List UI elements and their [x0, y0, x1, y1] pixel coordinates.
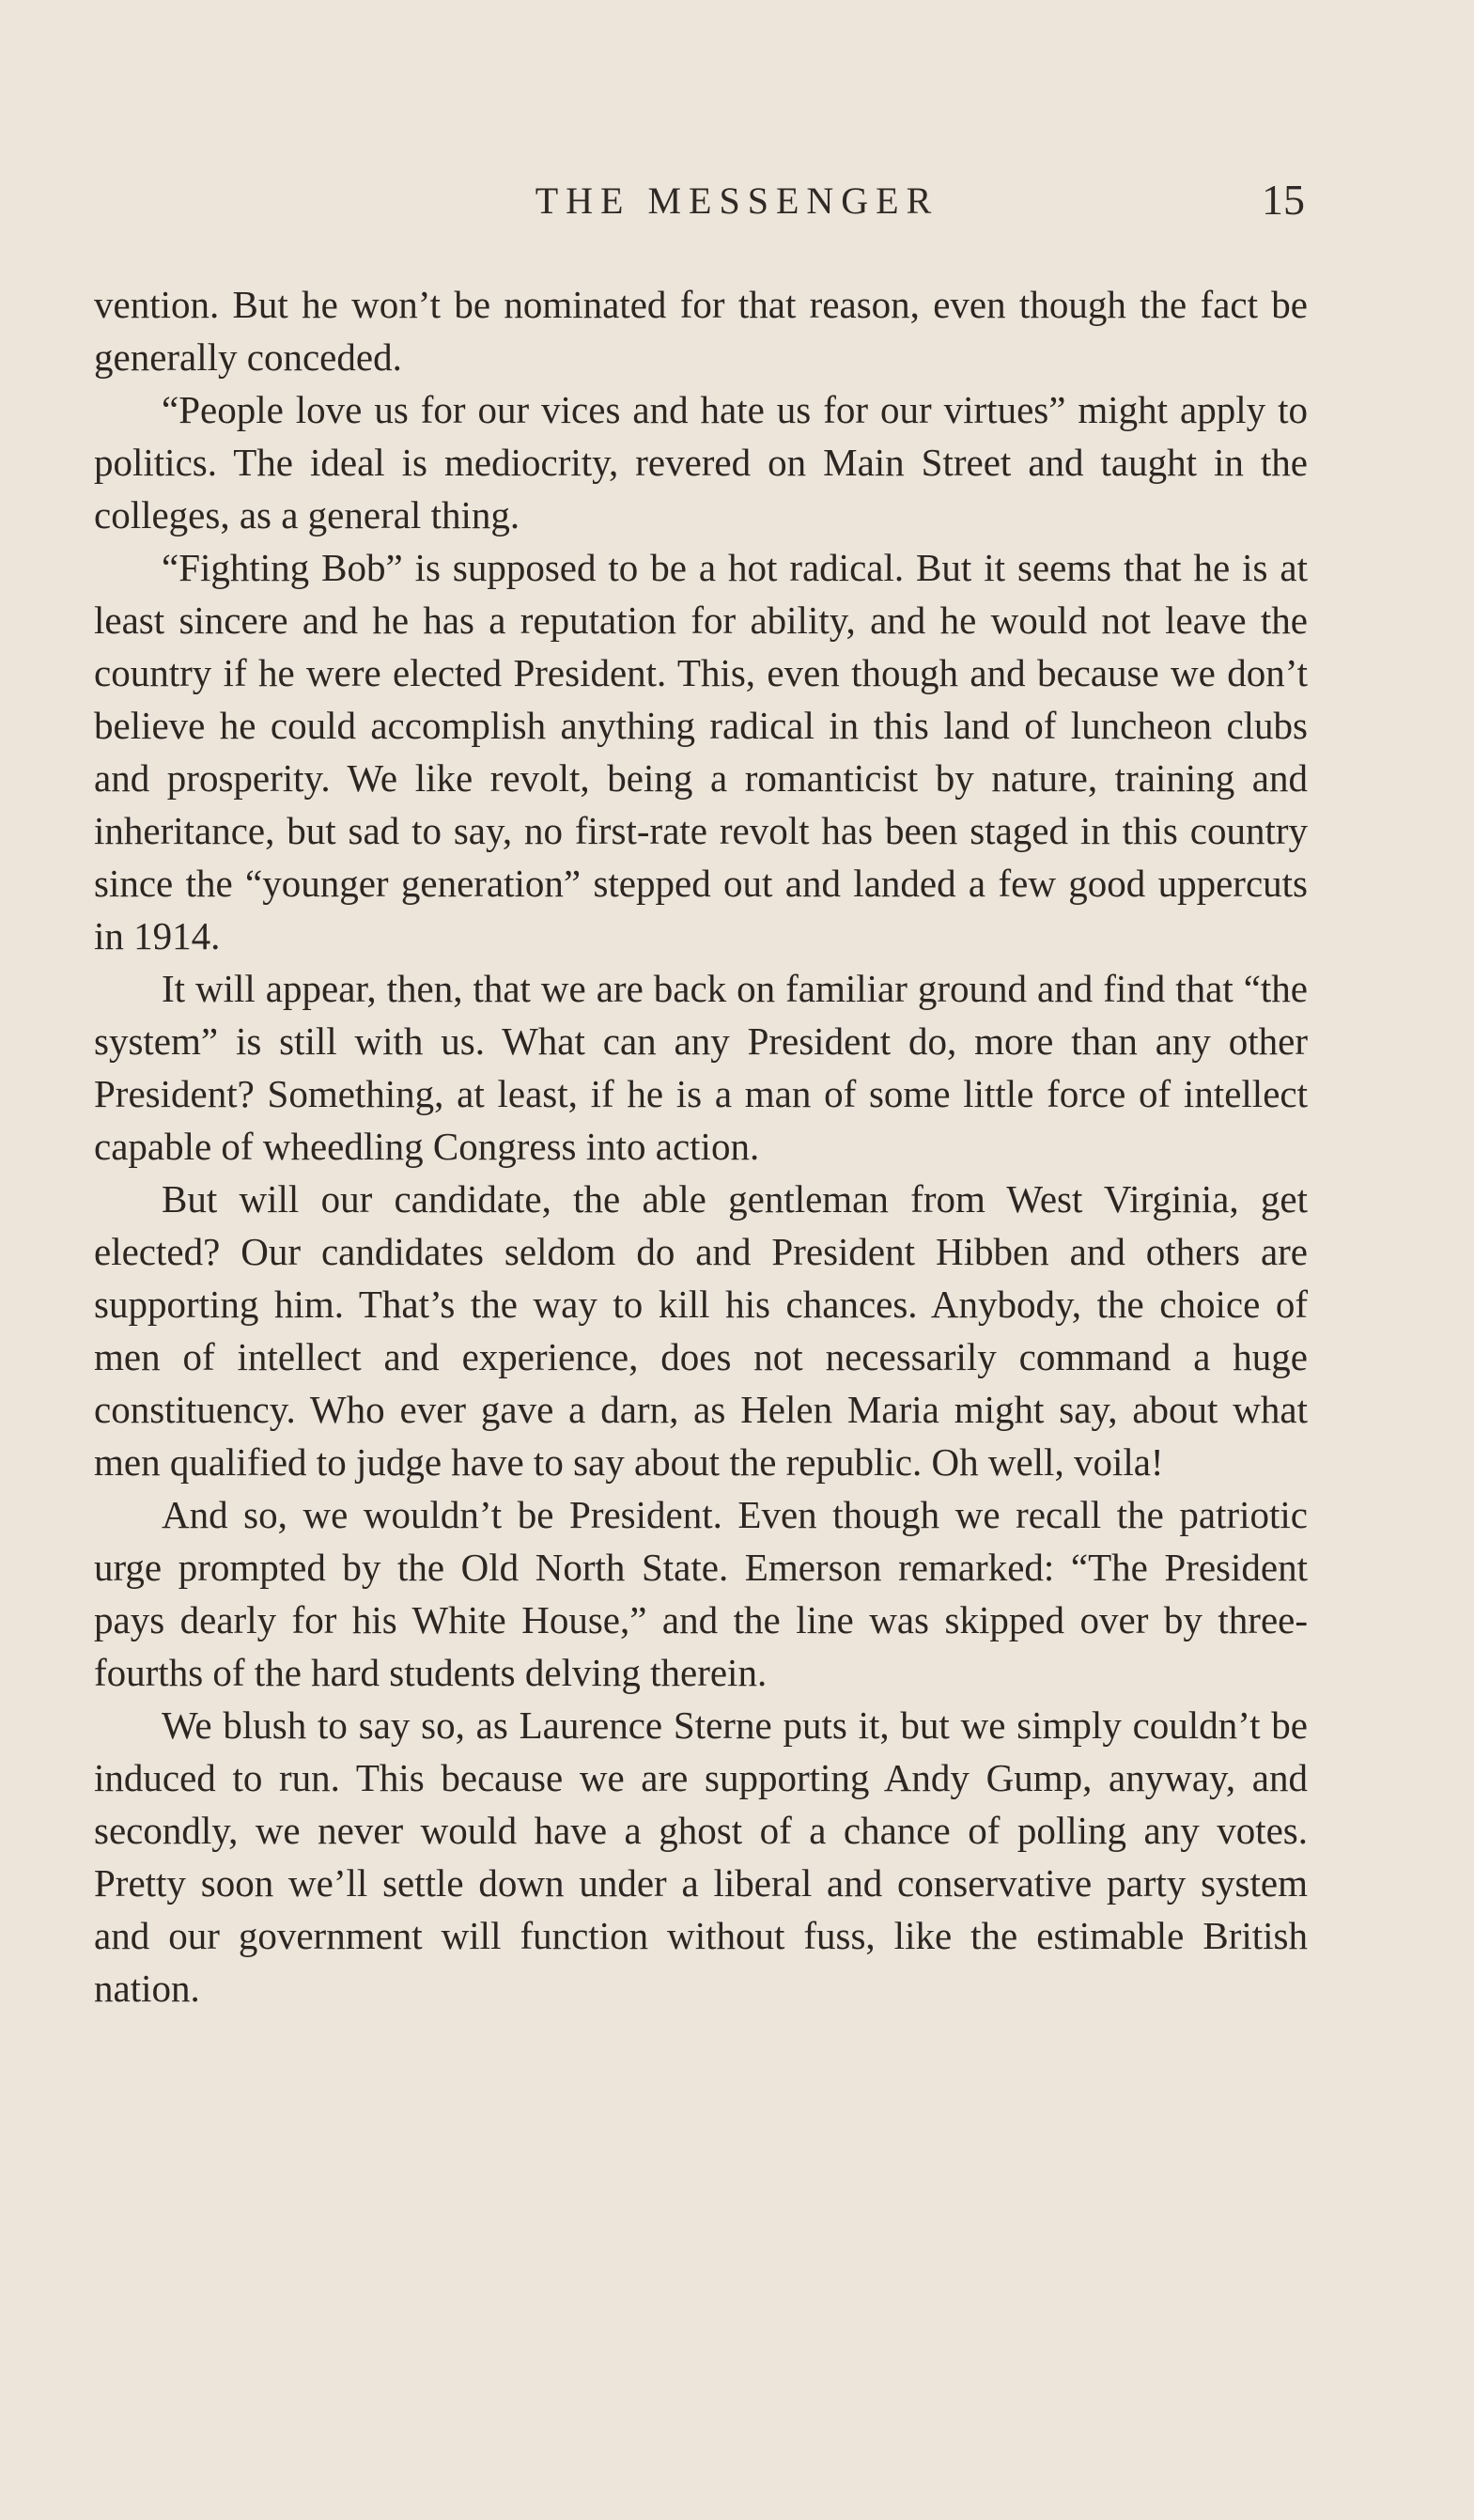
paragraph-7: We blush to say so, as Laurence Sterne puts it, but we simply couldn’t be induced to run. This because we are supporting Andy Gump, anyway, and secondly, we never would have a ghost of a chance of polling any votes. Pretty soon we’ll settle down under a liberal and conservative party system and our government will function without fuss, like the estimable British nation.	[94, 1703, 1308, 2010]
paragraph-1: vention. But he won’t be nominated for that reason, even though the fact be generally conceded.	[94, 283, 1308, 379]
paragraph-3: “Fighting Bob” is supposed to be a hot radical. But it seems that he is at least sincere and he has a reputation for ability, and he would not leave the country if he were elected President. This, even though and because we don’t believe he could accomplish anything radical in this land of luncheon clubs and prosperity. We like revolt, being a romanticist by nature, training and inheritance, but sad to say, no first-rate revolt has been staged in this country since the “younger generation” stepped out and landed a few good uppercuts in 1914.	[94, 546, 1308, 957]
paragraph-4: It will appear, then, that we are back on familiar ground and find that “the system” is still with us. What can any President do, more than any other President? Something, at least, if he is a man of some little force of intellect capable of wheedling Congress into action.	[94, 967, 1308, 1168]
running-header	[0, 175, 1474, 231]
running-title: THE MESSENGER	[535, 179, 939, 222]
paragraph-6: And so, we wouldn’t be President. Even though we recall the patriotic urge prompted by the Old North State. Emerson remarked: “The President pays dearly for his White House,” and the line was skipped over by three-fourths of the hard students delving therein.	[94, 1493, 1308, 1694]
paragraph-5: But will our candidate, the able gentleman from West Virginia, get elected? Our candidates seldom do and President Hibben and others are supporting him. That’s the way to kill his chances. Anybody, the choice of men of intellect and experience, does not necessarily command a huge constituency. Who ever gave a darn, as Helen Maria might say, about what men qualified to judge have to say about the republic. Oh well, voila!	[94, 1177, 1308, 1484]
page-number: 15	[1262, 176, 1305, 224]
paragraph-2: “People love us for our vices and hate us for our virtues” might apply to politics. The ideal is mediocrity, revered on Main Street and taught in the colleges, as a general thing.	[94, 388, 1308, 537]
body-text	[94, 278, 1308, 2014]
